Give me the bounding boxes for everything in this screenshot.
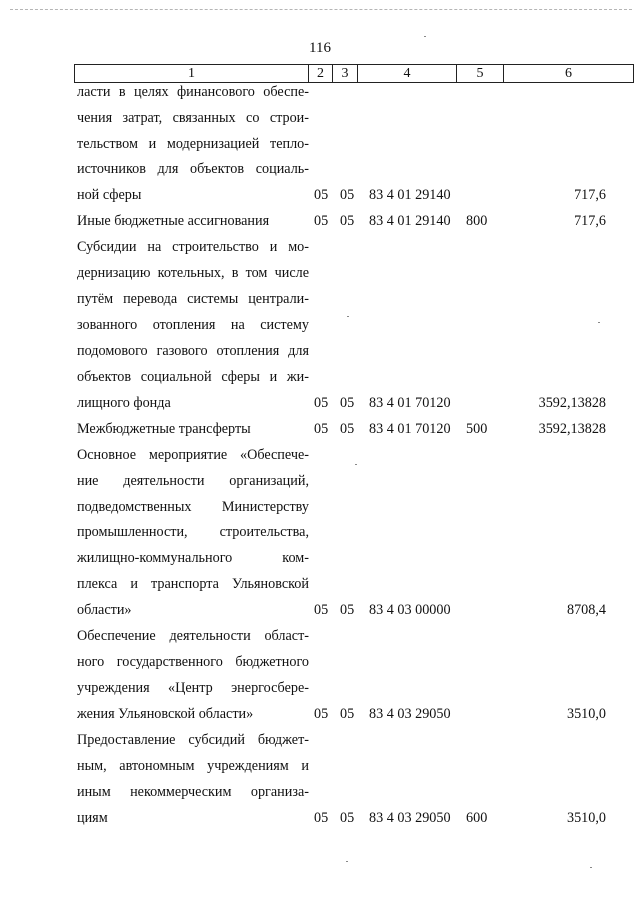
row-description-line: плекса и транспорта Ульяновской [77,576,309,592]
row-target-article-code: 83 4 01 70120 [369,421,451,437]
row-description-line: подомового газового отопления для [77,343,309,359]
row-section-code: 05 [314,213,329,229]
scan-speck [598,322,600,323]
scan-speck [590,867,592,868]
header-col-4: 4 [358,65,457,82]
row-description-line: Иные бюджетные ассигнования [77,213,270,229]
row-section-code: 05 [314,706,329,722]
row-amount: 3592,13828 [538,421,606,437]
row-description-line: промышленности, строительства, [77,524,309,540]
row-description-line: учреждения «Центр энергосбере- [77,680,309,696]
row-description-line: жения Ульяновской области» [77,706,254,722]
row-description-line: тельством и модернизацией тепло- [77,136,309,152]
row-subsection-code: 05 [340,810,355,826]
row-amount: 3510,0 [566,810,606,826]
row-description-line: Обеспечение деятельности област- [77,628,309,644]
row-section-code: 05 [314,187,329,203]
row-subsection-code: 05 [340,706,355,722]
row-section-code: 05 [314,602,329,618]
row-description-line: Субсидии на строительство и мо- [77,239,309,255]
row-description-line: иным некоммерческим организа- [77,784,309,800]
row-target-article-code: 83 4 03 29050 [369,706,451,722]
row-target-article-code: 83 4 01 70120 [369,395,451,411]
row-description-line: дернизацию котельных, в том числе [77,265,309,281]
row-amount: 717,6 [574,187,606,203]
row-description-line: объектов социальной сферы и жи- [77,369,309,385]
row-description-line: ние деятельности организаций, [77,473,309,489]
row-expense-type-code: 600 [466,810,488,826]
row-description-line: жилищно-коммунального ком- [77,550,309,566]
scan-speck [346,861,348,862]
row-description-line: ного государственного бюджетного [77,654,309,670]
row-subsection-code: 05 [340,602,355,618]
row-target-article-code: 83 4 01 29140 [369,213,451,229]
scan-speck [347,316,349,317]
row-subsection-code: 05 [340,213,355,229]
header-col-2: 2 [309,65,333,82]
row-section-code: 05 [314,421,329,437]
row-description-line: Основное мероприятие «Обеспече- [77,447,309,463]
row-subsection-code: 05 [340,187,355,203]
row-description-line: Межбюджетные трансферты [77,421,251,437]
header-col-3: 3 [333,65,358,82]
row-target-article-code: 83 4 03 00000 [369,602,451,618]
header-col-5: 5 [457,65,504,82]
header-col-6: 6 [565,66,572,81]
row-description-line: ной сферы [77,187,142,203]
row-target-article-code: 83 4 01 29140 [369,187,451,203]
scan-speck [424,36,426,37]
row-subsection-code: 05 [340,395,355,411]
row-description-line: Предоставление субсидий бюджет- [77,732,309,748]
row-description-line: чения затрат, связанных со строи- [77,110,309,126]
row-section-code: 05 [314,810,329,826]
row-description-line: подведомственных Министерству [77,499,309,515]
row-description-line: области» [77,602,132,618]
row-target-article-code: 83 4 03 29050 [369,810,451,826]
row-subsection-code: 05 [340,421,355,437]
row-description-line: источников для объектов социаль- [77,161,309,177]
row-amount: 8708,4 [566,602,606,618]
row-description-line: ным, автономным учреждениям и [77,758,309,774]
scan-speck [355,464,357,465]
row-section-code: 05 [314,395,329,411]
scan-edge-line [10,9,632,10]
page-number: 116 [309,40,331,56]
row-description-line: зованного отопления на систему [77,317,309,333]
row-description-line: ласти в целях финансового обеспе- [77,84,309,100]
header-col-1: 1 [75,65,309,82]
row-description-line: циям [77,810,108,826]
row-amount: 3592,13828 [538,395,606,411]
row-amount: 717,6 [574,213,606,229]
row-amount: 3510,0 [566,706,606,722]
row-expense-type-code: 800 [466,213,488,229]
table-header [74,64,634,83]
row-description-line: путём перевода системы централи- [77,291,309,307]
row-expense-type-code: 500 [466,421,488,437]
row-description-line: лищного фонда [77,395,171,411]
